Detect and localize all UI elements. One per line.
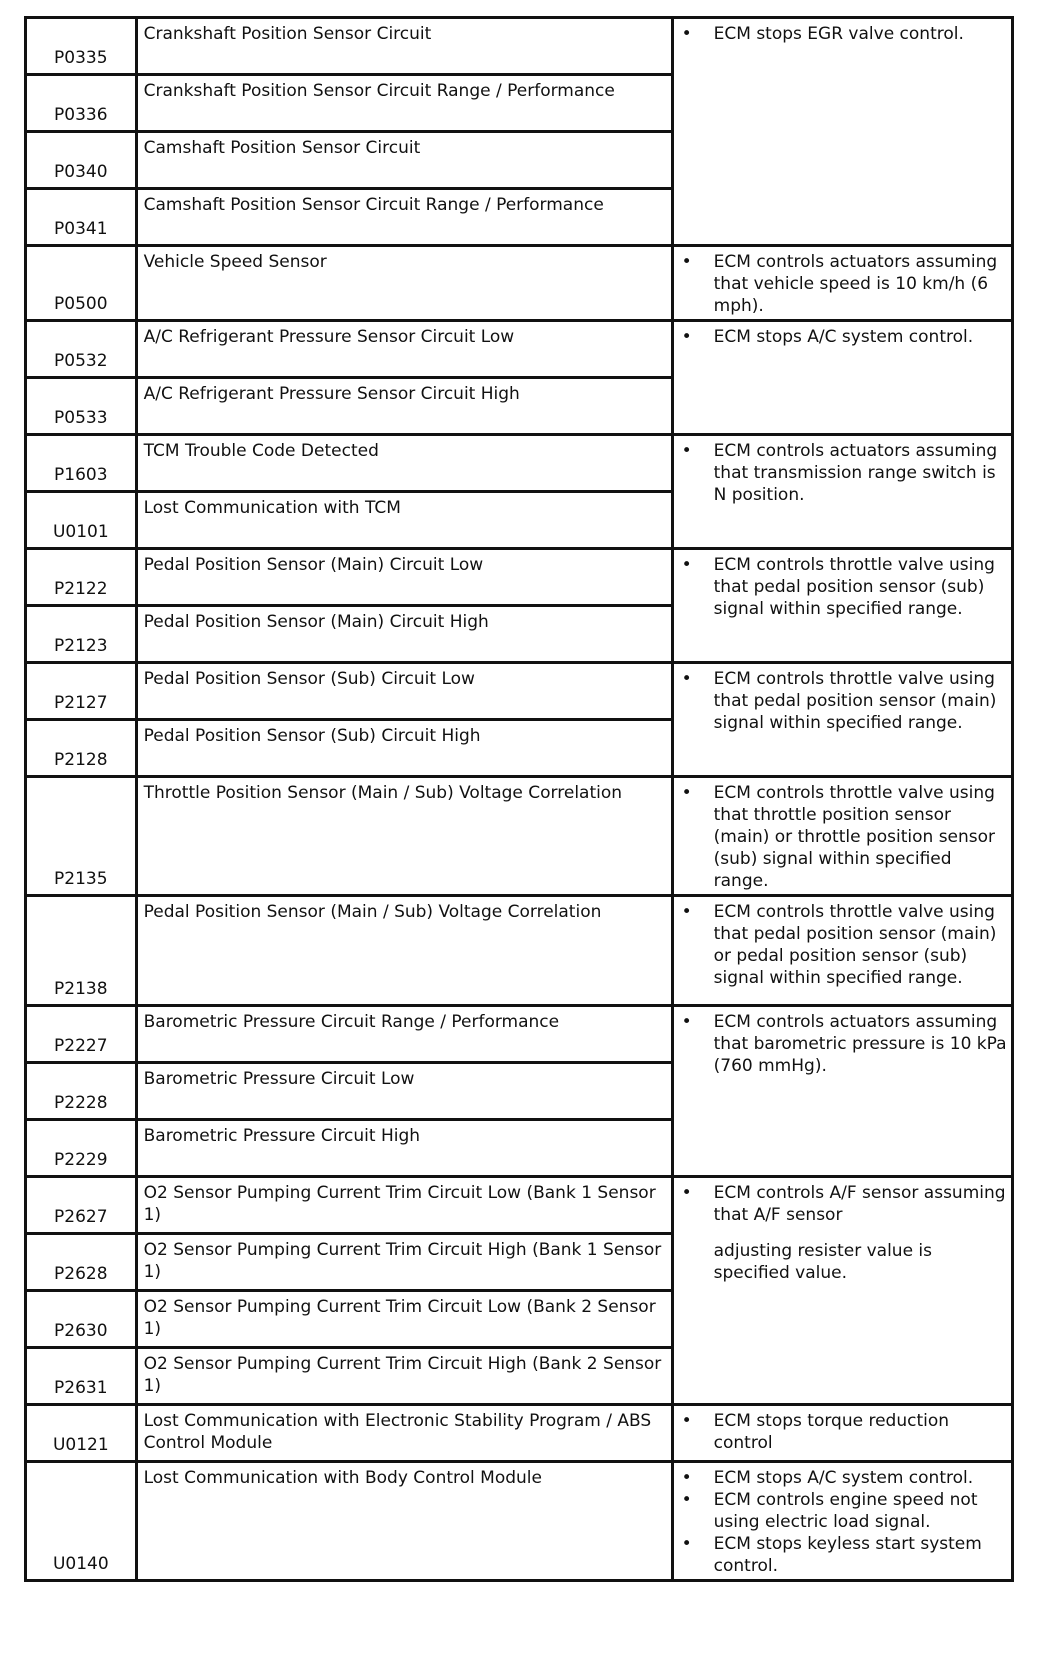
action-bullet: • ECM stops keyless start system control. <box>682 1533 1007 1577</box>
dtc-code: P0532 <box>26 321 137 378</box>
dtc-code: P2128 <box>26 720 137 777</box>
action-bullet: • ECM controls actuators assuming that transmission range switch is N position. <box>682 440 1007 506</box>
action-bullet: • ECM stops torque reduction control <box>682 1410 1007 1454</box>
action-bullet: • ECM controls throttle valve using that pedal position sensor (sub) signal within specified range. <box>682 554 1007 620</box>
table-row <box>26 1462 1013 1581</box>
fail-safe-action <box>672 1462 1012 1581</box>
dtc-description: Throttle Position Sensor (Main / Sub) Voltage Correlation <box>136 777 672 896</box>
dtc-description: Pedal Position Sensor (Main) Circuit Low <box>136 549 672 606</box>
action-continuation: adjusting resister value is specified value. <box>713 1241 933 1283</box>
action-bullet: • ECM controls throttle valve using that pedal position sensor (main) or pedal position sensor (sub) signal within specified range. <box>682 901 1007 989</box>
table-row <box>26 435 1013 492</box>
fail-safe-action <box>672 1177 1012 1405</box>
action-bullet: • ECM controls actuators assuming that barometric pressure is 10 kPa (760 mmHg). <box>682 1011 1007 1077</box>
dtc-description: Lost Communication with TCM <box>136 492 672 549</box>
dtc-description: Camshaft Position Sensor Circuit Range / Performance <box>136 189 672 246</box>
dtc-code: U0101 <box>26 492 137 549</box>
dtc-description: A/C Refrigerant Pressure Sensor Circuit Low <box>136 321 672 378</box>
dtc-code: P2122 <box>26 549 137 606</box>
fail-safe-action <box>672 1405 1012 1462</box>
dtc-code: P2628 <box>26 1234 137 1291</box>
dtc-description: Crankshaft Position Sensor Circuit <box>136 18 672 75</box>
dtc-code: P2630 <box>26 1291 137 1348</box>
dtc-description: Pedal Position Sensor (Main / Sub) Voltage Correlation <box>136 896 672 1006</box>
table-row <box>26 1177 1013 1234</box>
dtc-description: Barometric Pressure Circuit Low <box>136 1063 672 1120</box>
dtc-fail-safe-table <box>24 16 1014 1582</box>
dtc-description: Crankshaft Position Sensor Circuit Range / Performance <box>136 75 672 132</box>
table-row <box>26 1006 1013 1063</box>
table-row <box>26 1405 1013 1462</box>
dtc-description: Barometric Pressure Circuit Range / Performance <box>136 1006 672 1063</box>
fail-safe-action <box>672 777 1012 896</box>
action-bullet: • ECM stops EGR valve control. <box>682 23 1007 45</box>
table-row <box>26 663 1013 720</box>
table-row <box>26 549 1013 606</box>
dtc-code: P0533 <box>26 378 137 435</box>
dtc-code: P2127 <box>26 663 137 720</box>
dtc-description: Pedal Position Sensor (Main) Circuit High <box>136 606 672 663</box>
dtc-code: P2228 <box>26 1063 137 1120</box>
dtc-description: O2 Sensor Pumping Current Trim Circuit High (Bank 1 Sensor 1) <box>136 1234 672 1291</box>
dtc-description: Camshaft Position Sensor Circuit <box>136 132 672 189</box>
fail-safe-action <box>672 896 1012 1006</box>
dtc-code: P2631 <box>26 1348 137 1405</box>
action-bullet: • ECM controls throttle valve using that pedal position sensor (main) signal within specified range. <box>682 668 1007 734</box>
fail-safe-action <box>672 246 1012 321</box>
fail-safe-action <box>672 321 1012 435</box>
dtc-code: P0335 <box>26 18 137 75</box>
action-bullet: • ECM controls actuators assuming that vehicle speed is 10 km/h (6 mph). <box>682 251 1007 317</box>
fail-safe-action <box>672 1006 1012 1177</box>
dtc-code: P0341 <box>26 189 137 246</box>
fail-safe-action <box>672 663 1012 777</box>
dtc-description: Pedal Position Sensor (Sub) Circuit High <box>136 720 672 777</box>
fail-safe-action <box>672 18 1012 246</box>
dtc-code: P2627 <box>26 1177 137 1234</box>
dtc-description: Barometric Pressure Circuit High <box>136 1120 672 1177</box>
table-row <box>26 321 1013 378</box>
dtc-description: Vehicle Speed Sensor <box>136 246 672 321</box>
table-row <box>26 777 1013 896</box>
dtc-code: U0121 <box>26 1405 137 1462</box>
dtc-description: Lost Communication with Electronic Stability Program / ABS Control Module <box>136 1405 672 1462</box>
dtc-description: Pedal Position Sensor (Sub) Circuit Low <box>136 663 672 720</box>
dtc-description: TCM Trouble Code Detected <box>136 435 672 492</box>
dtc-code: P2227 <box>26 1006 137 1063</box>
table-row <box>26 246 1013 321</box>
dtc-description: O2 Sensor Pumping Current Trim Circuit High (Bank 2 Sensor 1) <box>136 1348 672 1405</box>
table-row <box>26 896 1013 1006</box>
dtc-code: P0500 <box>26 246 137 321</box>
dtc-code: P2229 <box>26 1120 137 1177</box>
dtc-description: O2 Sensor Pumping Current Trim Circuit Low (Bank 1 Sensor 1) <box>136 1177 672 1234</box>
table-row <box>26 18 1013 75</box>
dtc-description: Lost Communication with Body Control Module <box>136 1462 672 1581</box>
dtc-description: O2 Sensor Pumping Current Trim Circuit Low (Bank 2 Sensor 1) <box>136 1291 672 1348</box>
action-bullet: • ECM stops A/C system control. <box>682 326 1007 348</box>
dtc-code: P2138 <box>26 896 137 1006</box>
dtc-code: U0140 <box>26 1462 137 1581</box>
dtc-code: P2123 <box>26 606 137 663</box>
dtc-code: P0336 <box>26 75 137 132</box>
dtc-description: A/C Refrigerant Pressure Sensor Circuit High <box>136 378 672 435</box>
fail-safe-action <box>672 549 1012 663</box>
action-bullet: • ECM controls A/F sensor assuming that A/F sensor <box>682 1182 1007 1226</box>
dtc-code: P2135 <box>26 777 137 896</box>
action-bullet: • ECM controls engine speed not using electric load signal. <box>682 1489 1007 1533</box>
action-bullet: • ECM controls throttle valve using that throttle position sensor (main) or throttle position sensor (sub) signal within specified range. <box>682 782 1007 892</box>
dtc-code: P1603 <box>26 435 137 492</box>
fail-safe-action <box>672 435 1012 549</box>
action-bullet: • ECM stops A/C system control. <box>682 1467 1007 1489</box>
dtc-code: P0340 <box>26 132 137 189</box>
